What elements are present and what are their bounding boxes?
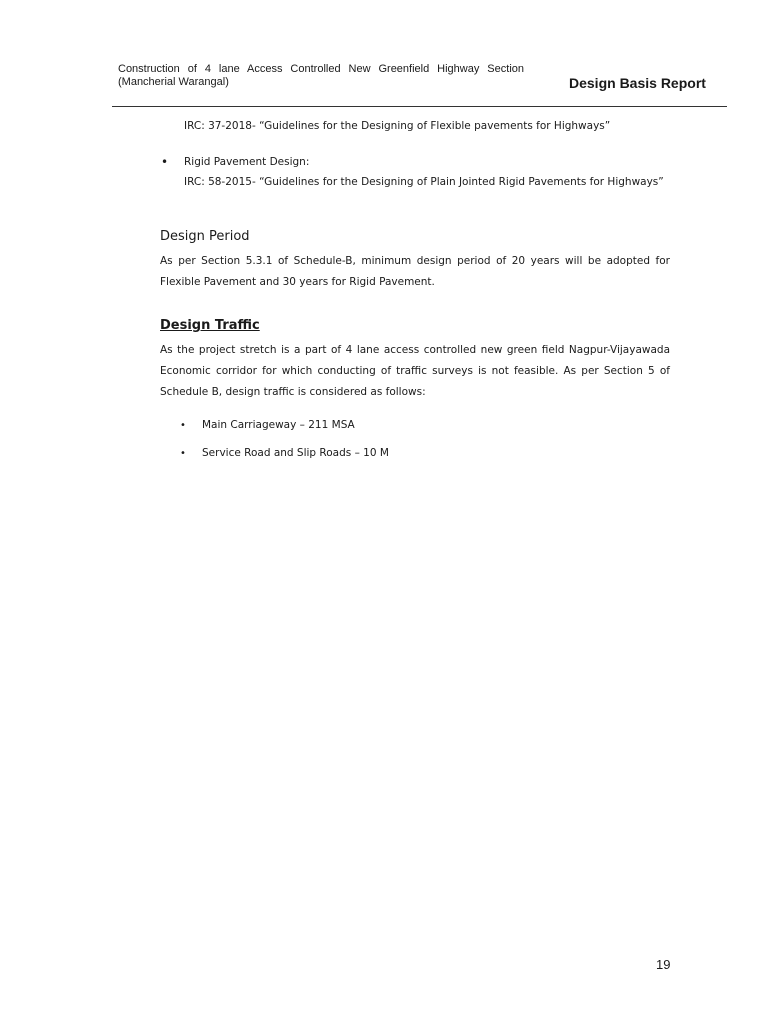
header-title-line-2: (Mancherial Warangal) bbox=[118, 76, 229, 88]
page-number: 19 bbox=[656, 957, 671, 972]
header-report-name: Design Basis Report bbox=[569, 75, 706, 91]
rigid-pavement-label: Rigid Pavement Design: bbox=[184, 156, 310, 168]
design-traffic-paragraph: As the project stretch is a part of 4 lane access controlled new green field Nagpur-Vijayawada Economic corridor for which conducting of traffic surveys is not feasible. As per Section 5 of Schedule B, design traffic is considered as follows: bbox=[160, 344, 670, 398]
list-bullet: • bbox=[180, 420, 186, 431]
rigid-pavement-reference: IRC: 58-2015- “Guidelines for the Designing of Plain Jointed Rigid Pavements for Highways” bbox=[184, 176, 664, 188]
header-title-line-1: Construction of 4 lane Access Controlled New Greenfield Highway Section bbox=[118, 63, 524, 75]
list-bullet: • bbox=[180, 448, 186, 459]
header-divider bbox=[112, 106, 727, 107]
list-item bbox=[180, 445, 389, 462]
rigid-pavement-bullet: • bbox=[161, 155, 169, 169]
design-period-paragraph: As per Section 5.3.1 of Schedule-B, minimum design period of 20 years will be adopted for Flexible Pavement and 30 years for Rigid Pavement. bbox=[160, 255, 670, 288]
design-period-heading: Design Period bbox=[160, 229, 250, 244]
list-item-text: Service Road and Slip Roads – 10 M bbox=[202, 447, 389, 459]
list-item-text: Main Carriageway – 211 MSA bbox=[202, 419, 355, 431]
flexible-pavement-reference: IRC: 37-2018- “Guidelines for the Designing of Flexible pavements for Highways” bbox=[184, 120, 611, 132]
design-traffic-heading: Design Traffic bbox=[160, 318, 260, 333]
header-project-title bbox=[118, 63, 524, 89]
list-item bbox=[180, 417, 355, 434]
